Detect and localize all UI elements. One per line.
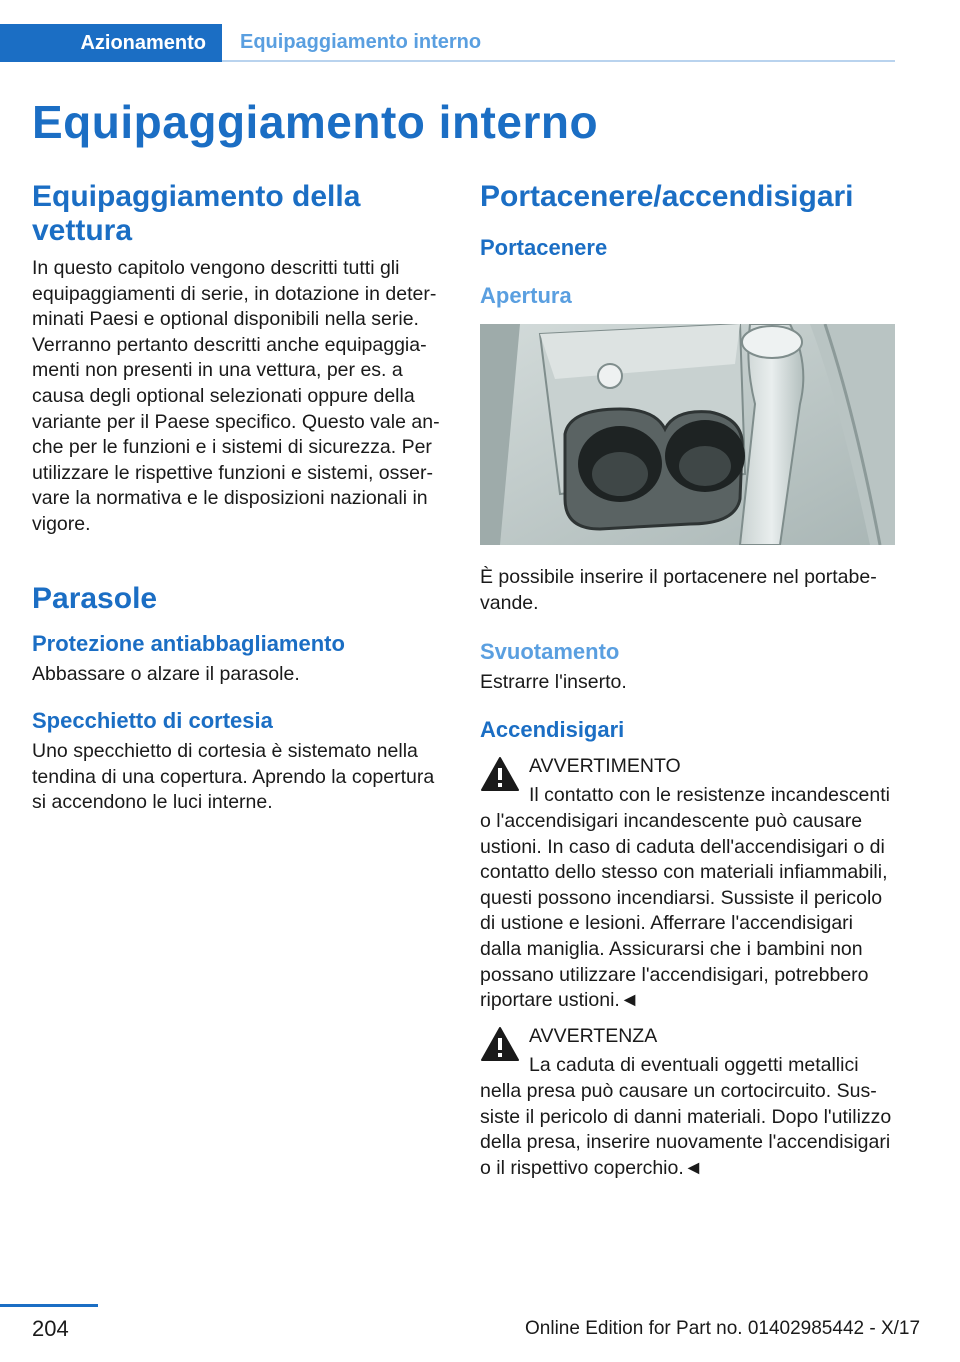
header-section-tab[interactable]: Azionamento <box>0 24 222 62</box>
vanity-mirror-text: Uno specchietto di cortesia è sistemato nella tendina di una copertura. Aprendo la copertura si accendono le luci interne. <box>32 740 435 814</box>
vehicle-equipment-heading: Equipaggiamento della vettura <box>32 180 361 247</box>
glare-protection-heading: Protezione antiabbagliamento <box>32 630 345 656</box>
glare-protection-text: Abbassare o alzare il parasole. <box>32 662 300 685</box>
page-title: Equipaggiamento interno <box>32 96 599 148</box>
warning-triangle-icon <box>480 756 520 792</box>
warning-triangle-icon <box>480 1026 520 1062</box>
warning-1-text: Il contatto con le resistenze incandescenti o l'accendisigari incandescente può causare ustioni. In caso di caduta dell'accendisigari o di contatto dello stesso con materiali infiammabili, questi possono incendiarsi. Sussiste il pericolo di ustione e lesioni. Afferrare l'accendisigari dalla maniglia. Assicurarsi che i bambini non possano utilizzare l'accendisigari, potrebbero riportare ustioni.◄ <box>480 784 890 1012</box>
warning-2-title: AVVERTENZA <box>529 1024 658 1047</box>
ashtray-heading: Portacenere <box>480 235 608 260</box>
opening-heading: Apertura <box>480 283 572 308</box>
vanity-mirror-heading: Specchietto di cortesia <box>32 708 273 734</box>
cigarette-lighter-heading: Accendisigari <box>480 716 625 742</box>
right-column <box>480 180 895 1181</box>
warning-2-text: La caduta di eventuali oggetti metallici nella presa può causare un cortocircuito. Sussiste il pericolo di danni materiali. Dopo l'utilizzo della presa, inserire nuovamente l'accendisigari o il rispettivo coperchio.◄ <box>480 1054 892 1179</box>
running-header <box>0 24 895 62</box>
header-chapter-tab[interactable]: Equipaggiamento interno <box>222 24 895 62</box>
footer-rule <box>0 1304 98 1307</box>
left-column <box>32 180 447 816</box>
vehicle-equipment-text: In questo capitolo vengono descritti tutti gli equipaggiamenti di serie, in dotazione in determinati Paesi e optional disponibili nella serie. Verranno pertanto descritti anche equipaggiamenti non presenti in una vettura, per es. a causa degli optional selezionati oppure della variante per il Paese specifico. Questo vale anche per le funzioni e i sistemi di sicurezza. Per utilizzare le rispettive funzioni e sistemi, osservare la normativa e le disposizioni nazionali in vigore. <box>32 257 440 535</box>
warning-1-title: AVVERTIMENTO <box>529 754 681 777</box>
page-number: 204 <box>32 1316 69 1341</box>
emptying-text: Estrarre l'inserto. <box>480 671 627 694</box>
warning-block-1 <box>480 754 895 1014</box>
edition-footer: Online Edition for Part no. 01402985442 - X/17 <box>525 1318 921 1339</box>
figure-caption: È possibile inserire il portacenere nel portabevande. <box>480 566 877 614</box>
emptying-heading: Svuotamento <box>480 639 620 665</box>
warning-block-2 <box>480 1024 895 1182</box>
ashtray-lighter-heading: Portacenere/accendisigari <box>480 180 854 213</box>
cupholder-illustration <box>480 324 895 545</box>
sunvisor-heading: Parasole <box>32 581 158 615</box>
